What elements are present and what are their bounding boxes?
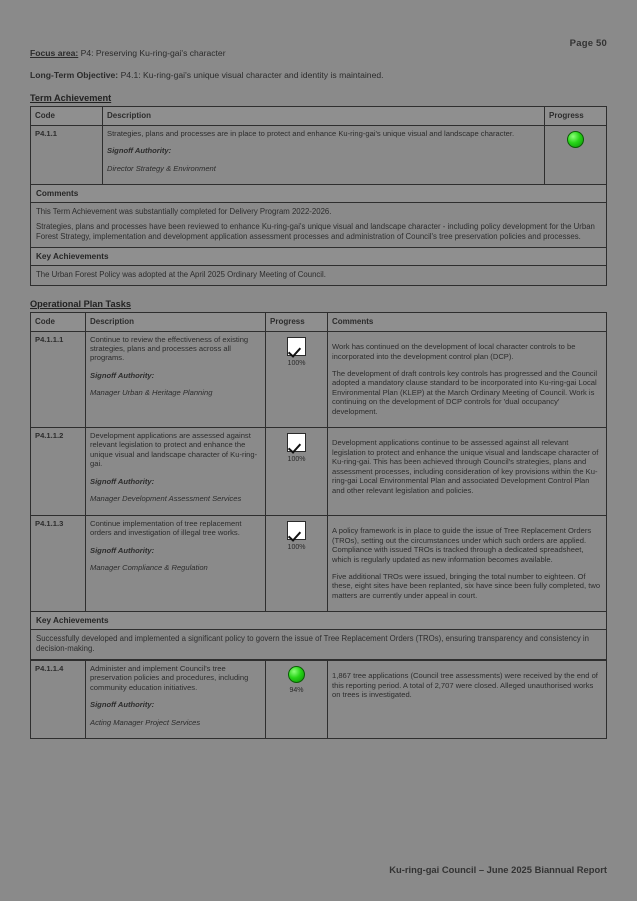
- task-comments-cell: [328, 660, 607, 738]
- table-row: [31, 427, 607, 515]
- operational-key-achievements-body: [30, 630, 607, 660]
- progress-percent: 94%: [289, 687, 304, 695]
- progress-cell: [266, 427, 328, 515]
- comments-paragraph: Strategies, plans and processes have been reviewed to enhance Ku-ring-gai's unique visual and landscape character - including policy development for the Urban Forest Strategy, implementation and development application assessment processes and administration of Council's tree preservation policies and processes.: [36, 221, 595, 242]
- focus-area-label: Focus area:: [30, 48, 79, 58]
- green-led-icon: [567, 131, 584, 148]
- table-header-row: [31, 107, 607, 126]
- table-row: [31, 126, 607, 185]
- table-row: [31, 515, 607, 611]
- task-description-cell: [86, 427, 266, 515]
- progress-cell: [266, 331, 328, 427]
- task-description: Strategies, plans and processes are in place to protect and enhance Ku-ring-gai's unique visual and landscape character.: [107, 129, 515, 138]
- table-row: [31, 331, 607, 427]
- progress-cell: [266, 660, 328, 738]
- key-achievements-paragraph: The Urban Forest Policy was adopted at the April 2025 Ordinary Meeting of Council.: [36, 270, 326, 279]
- column-header-comments: Comments: [328, 312, 607, 331]
- signoff-authority-label: Signoff Authority:: [90, 370, 155, 380]
- task-comments-cell: [328, 427, 607, 515]
- task-comment-paragraph: The development of draft controls key controls has progressed and the Council adopted a mandatory clause standard to be incorporated into Ku-ring-gai Local Environmental Plan (KLEP) at the March Ordinary Meeting of Council. Work is continuing on the development of DCP controls for 'dual occupancy' development.: [332, 368, 598, 416]
- progress-cell: [545, 126, 607, 185]
- checkmark-icon: [287, 433, 306, 452]
- green-led-icon: [288, 666, 305, 683]
- key-achievements-paragraph: Successfully developed and implemented a significant policy to govern the issue of Tree Replacement Orders (TROs), ensuring transparency and consistency in decision-making.: [36, 633, 589, 654]
- checkmark-icon: [287, 521, 306, 540]
- long-term-objective-line: [30, 70, 607, 80]
- task-description-cell: [86, 660, 266, 738]
- task-description-cell: [103, 126, 545, 185]
- table-header-row: [31, 312, 607, 331]
- table-row: [31, 660, 607, 738]
- task-description-cell: [86, 515, 266, 611]
- comments-band-heading: Comments: [30, 185, 607, 203]
- column-header-progress: Progress: [545, 107, 607, 126]
- task-code: P4.1.1.4: [31, 660, 86, 738]
- operational-plan-heading: Operational Plan Tasks: [30, 298, 131, 309]
- signoff-authority-value: Manager Urban & Heritage Planning: [90, 388, 213, 398]
- task-comment-paragraph: 1,867 tree applications (Council tree assessments) were received by the end of this reporting period. A total of 2,707 were closed. Alleged unauthorised works on trees is investigated.: [332, 671, 598, 700]
- checkmark-icon: [287, 337, 306, 356]
- column-header-code: Code: [31, 312, 86, 331]
- term-achievement-table: [30, 106, 607, 185]
- column-header-progress: Progress: [266, 312, 328, 331]
- signoff-authority-value: Manager Development Assessment Services: [90, 494, 242, 504]
- task-comment-paragraph: A policy framework is in place to guide the issue of Tree Replacement Orders (TROs), setting out the circumstances under which such orders are applied. Compliance with issued TROs is tracked through a dedicated spreadsheet, which is regularly updated as new information becomes available.: [332, 526, 592, 564]
- task-description: Continue to review the effectiveness of existing strategies, plans and processes across all programs.: [90, 334, 249, 363]
- column-header-description: Description: [103, 107, 545, 126]
- focus-area-value: P4: Preserving Ku-ring-gai's character: [80, 48, 226, 58]
- progress-percent: 100%: [287, 360, 306, 367]
- long-term-objective-value: P4.1: Ku-ring-gai's unique visual character and identity is maintained.: [120, 70, 384, 80]
- comments-paragraph: This Term Achievement was substantially completed for Delivery Program 2022-2026.: [36, 207, 332, 217]
- key-achievements-band-heading: Key Achievements: [30, 248, 607, 266]
- signoff-authority-label: Signoff Authority:: [90, 545, 155, 555]
- signoff-authority-value: Manager Compliance & Regulation: [90, 563, 208, 573]
- column-header-code: Code: [31, 107, 103, 126]
- signoff-authority-value: Director Strategy & Environment: [107, 163, 216, 173]
- operational-final-task-table: [30, 660, 607, 739]
- task-description: Continue implementation of tree replacement orders and investigation of illegal tree works.: [90, 518, 242, 538]
- focus-area-line: [30, 48, 607, 58]
- operational-key-achievements-heading: Key Achievements: [30, 612, 607, 630]
- signoff-authority-label: Signoff Authority:: [90, 700, 155, 710]
- task-comment-paragraph: Work has continued on the development of local character controls to be incorporated into the development control plan (DCP).: [332, 342, 576, 361]
- task-code: P4.1.1.1: [31, 331, 86, 427]
- page-number: Page 50: [569, 38, 607, 49]
- progress-cell: [266, 515, 328, 611]
- term-achievement-table-wrap: [30, 106, 607, 185]
- task-comment-paragraph: Development applications continue to be assessed against all relevant legislation to protect and enhance the unique visual and landscape character of Ku-ring-gai. This has been achieved through Council's strategies, plans and assessment processes, including consideration of key provisions within the Ku-ring-gai Local Environmental Plan and associated Development Control Plan and other relevant legislation and policies.: [332, 438, 599, 495]
- comments-band-body: [30, 203, 607, 248]
- page-footer: Ku-ring-gai Council – June 2025 Biannual Report: [389, 864, 607, 875]
- task-code: P4.1.1.2: [31, 427, 86, 515]
- column-header-description: Description: [86, 312, 266, 331]
- task-description: Development applications are assessed against relevant legislation to protect and enhance the unique visual and landscape character of Ku-ring-gai.: [90, 430, 258, 469]
- task-description-cell: [86, 331, 266, 427]
- task-comment-paragraph: Five additional TROs were issued, bringing the total number to eighteen. Of these, eight sites have been replanted, six have since been fully completed, two matters are currently under appeal in court.: [332, 571, 601, 600]
- task-comments-cell: [328, 515, 607, 611]
- task-code: P4.1.1: [31, 126, 103, 185]
- term-achievement-heading: Term Achievement: [30, 93, 112, 103]
- operational-table-wrap: [30, 312, 607, 612]
- task-code: P4.1.1.3: [31, 515, 86, 611]
- operational-plan-table: [30, 312, 607, 612]
- key-achievements-band-body: [30, 266, 607, 286]
- task-description: Administer and implement Council's tree preservation policies and procedures, including community education initiatives.: [90, 663, 249, 692]
- task-comments-cell: [328, 331, 607, 427]
- signoff-authority-label: Signoff Authority:: [107, 146, 172, 156]
- signoff-authority-label: Signoff Authority:: [90, 476, 155, 486]
- progress-percent: 100%: [287, 456, 306, 464]
- signoff-authority-value: Acting Manager Project Services: [90, 717, 201, 727]
- long-term-objective-label: Long-Term Objective:: [30, 70, 119, 80]
- progress-percent: 100%: [287, 544, 306, 552]
